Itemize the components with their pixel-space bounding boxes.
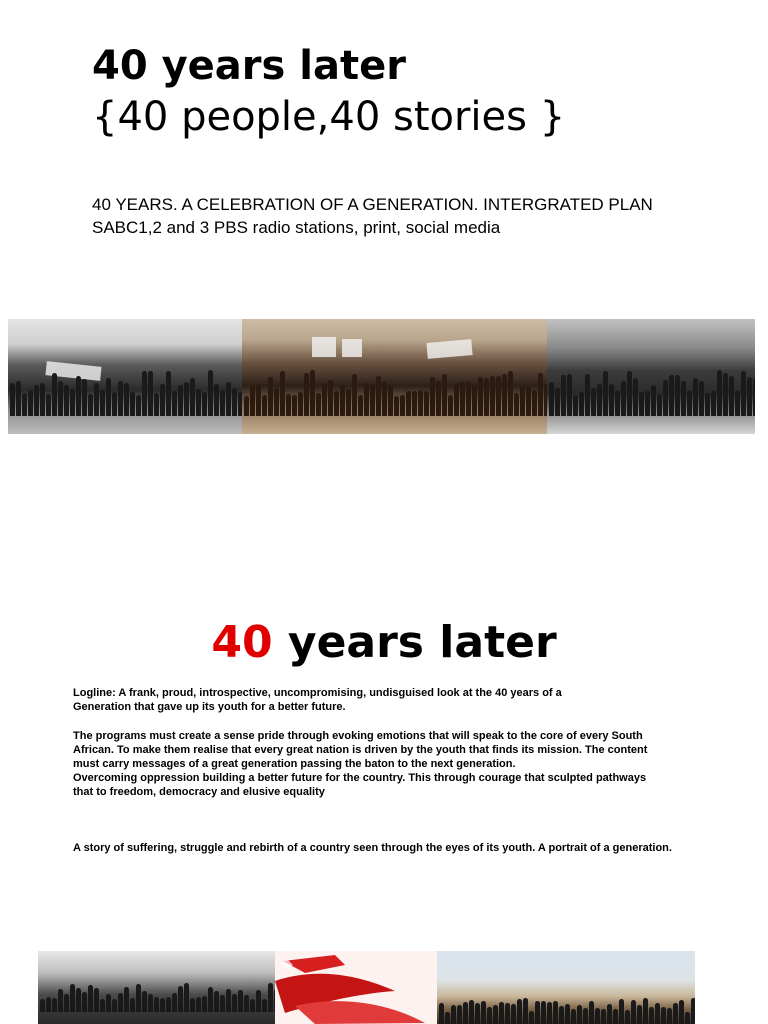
red-brush-artwork — [275, 951, 437, 1024]
story-paragraph: A story of suffering, struggle and rebirth of a country seen through the eyes of its youth. A portrait of a generation. — [73, 842, 672, 854]
programs-line: must carry messages of a great generation passing the baton to the next generation. — [73, 758, 516, 770]
protest-crowd-photo-color — [242, 319, 547, 434]
programs-line: The programs must create a sense pride through evoking emotions that will speak to the core of every South — [73, 730, 643, 742]
intro-line-2: SABC1,2 and 3 PBS radio stations, print, social media — [92, 218, 501, 237]
logline-line: Logline: A frank, proud, introspective, uncompromising, undisguised look at the 40 years of a — [73, 687, 562, 699]
protest-street-photo-bw — [547, 319, 755, 434]
logline-line: Generation that gave up its youth for a better future. — [73, 701, 346, 713]
protest-march-photo-bw — [8, 319, 242, 434]
heading-text: years later — [272, 617, 557, 668]
women-march-photo-bw — [38, 951, 275, 1024]
programs-line: African. To make them realise that every great nation is driven by the youth that finds its mission. The content — [73, 744, 648, 756]
protest-photo-strip — [8, 319, 755, 434]
crowd-street-photo-color — [437, 951, 695, 1024]
programs-line: Overcoming oppression building a better future for the country. This through courage that sculpted pathways — [73, 772, 647, 784]
page-title: 40 years later — [92, 43, 406, 89]
programs-paragraph — [73, 729, 753, 799]
red-artwork-image — [275, 951, 437, 1024]
intro-line-1: 40 YEARS. A CELEBRATION OF A GENERATION. INTERGRATED PLAN — [92, 195, 653, 214]
programs-line: that to freedom, democracy and elusive equality — [73, 786, 325, 798]
bottom-photo-strip — [38, 951, 695, 1024]
intro-text — [92, 193, 752, 239]
logline-paragraph — [73, 686, 753, 714]
section-heading — [0, 615, 768, 671]
page-subtitle: {40 people,40 stories } — [92, 94, 566, 140]
heading-number: 40 — [211, 617, 273, 668]
